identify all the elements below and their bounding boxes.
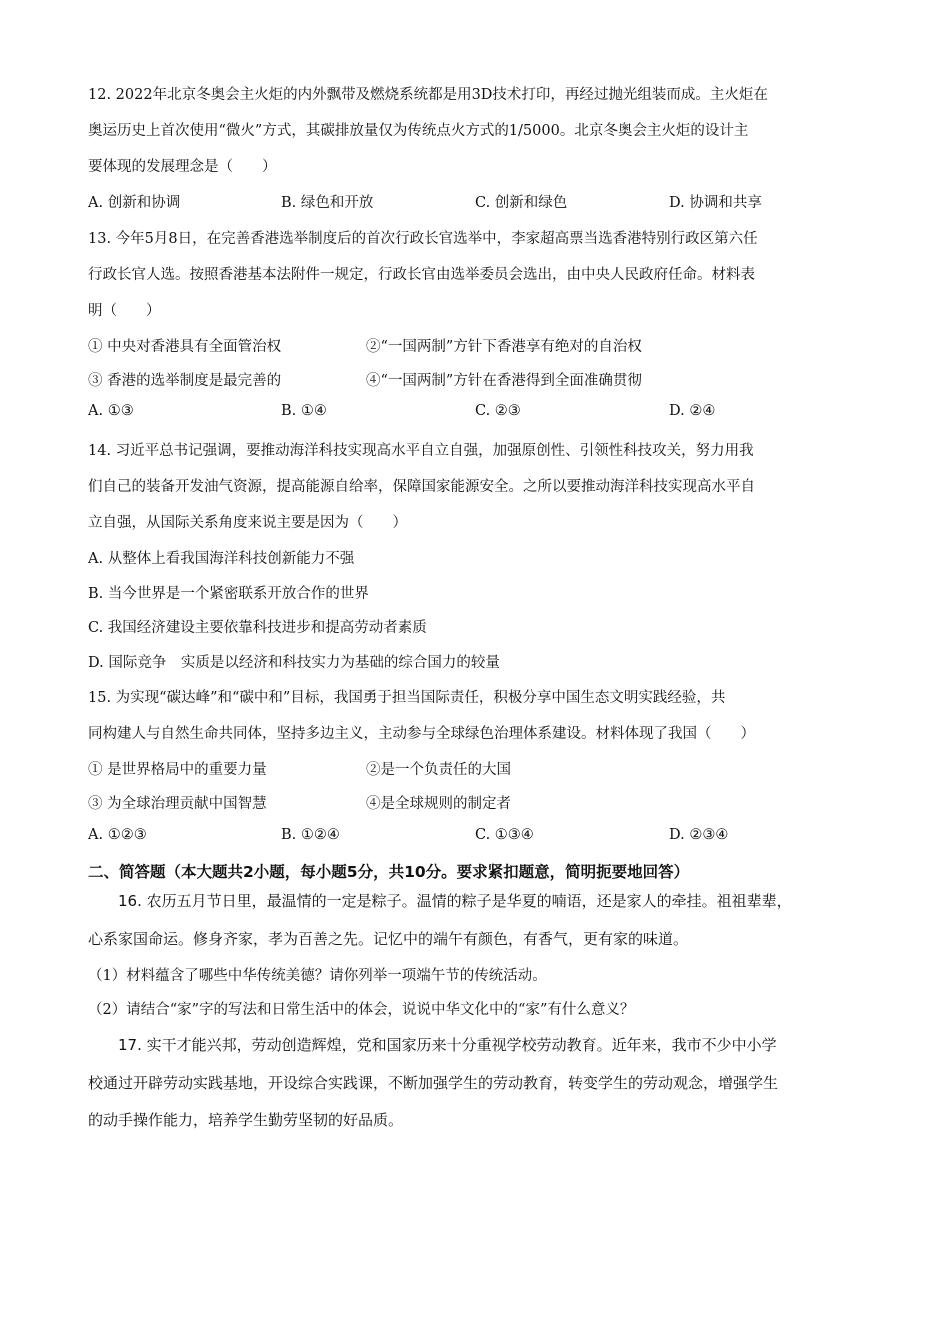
- q14-stem-line-2: 们自己的装备开发油气资源，提高能源自给率，保障国家能源安全。之所以要推动海洋科技实现高水平自: [88, 479, 755, 495]
- q12-option-c: C. 创新和绿色: [475, 195, 568, 211]
- q16-sub-question-1: （1）材料蕴含了哪些中华传统美德？请你列举一项端午节的传统活动。: [88, 968, 547, 984]
- q15-option-b: B. ①②④: [281, 827, 340, 843]
- q15-option-c: C. ①③④: [475, 827, 534, 843]
- q13-stem-line-3: 明（ ）: [88, 303, 161, 319]
- q13-option-b: B. ①④: [281, 403, 327, 419]
- q17-stem-line-1: 17. 实干才能兴邦，劳动创造辉煌，党和国家历来十分重视学校劳动教育。近年来，我市不少中小学: [118, 1036, 777, 1054]
- q14-option-d: D. 国际竞争 实质是以经济和科技实力为基础的综合国力的较量: [88, 655, 500, 671]
- q15-option-a: A. ①②③: [88, 827, 147, 843]
- q13-statement-4: ④“一国两制”方针在香港得到全面准确贯彻: [366, 373, 642, 389]
- q15-statement-3: ③ 为全球治理贡献中国智慧: [88, 796, 267, 812]
- section-2-heading: 二、简答题（本大题共2小题，每小题5分，共10分。要求紧扣题意，简明扼要地回答）: [88, 863, 690, 881]
- q15-stem-line-1: 15. 为实现“碳达峰”和“碳中和”目标，我国勇于担当国际责任，积极分享中国生态文明实践经验，共: [88, 690, 726, 706]
- q14-option-b: B. 当今世界是一个紧密联系开放合作的世界: [88, 586, 369, 602]
- q14-stem-line-1: 14. 习近平总书记强调，要推动海洋科技实现高水平自立自强，加强原创性、引领性科技攻关，努力用我: [88, 443, 754, 459]
- q14-stem-line-3: 立自强，从国际关系角度来说主要是因为（ ）: [88, 515, 407, 531]
- q17-stem-line-2: 校通过开辟劳动实践基地，开设综合实践课，不断加强学生的劳动教育，转变学生的劳动观念，增强学生: [88, 1074, 779, 1092]
- q15-option-d: D. ②③④: [669, 827, 729, 843]
- q14-option-c: C. 我国经济建设主要依靠科技进步和提高劳动者素质: [88, 620, 427, 636]
- q14-option-a: A. 从整体上看我国海洋科技创新能力不强: [88, 551, 355, 567]
- q15-statement-2: ②是一个负责任的大国: [366, 762, 511, 778]
- q16-sub-question-2: （2）请结合“家”字的写法和日常生活中的体会，说说中华文化中的“家”有什么意义？: [88, 1002, 635, 1018]
- q13-option-c: C. ②③: [475, 403, 521, 419]
- q12-option-a: A. 创新和协调: [88, 195, 181, 211]
- q12-stem-line-1: 12. 2022年北京冬奥会主火炬的内外飘带及燃烧系统都是用3D技术打印，再经过抛光组装而成。主火炬在: [88, 87, 768, 103]
- q12-stem-line-3: 要体现的发展理念是（ ）: [88, 159, 277, 175]
- q17-stem-line-3: 的动手操作能力，培养学生勤劳坚韧的好品质。: [88, 1111, 404, 1129]
- q13-stem-line-1: 13. 今年5月8日，在完善香港选举制度后的首次行政长官选举中，李家超高票当选香港特别行政区第六任: [88, 231, 758, 247]
- q13-option-d: D. ②④: [669, 403, 716, 419]
- q15-stem-line-2: 同构建人与自然生命共同体，坚持多边主义，主动参与全球绿色治理体系建设。材料体现了我国（ ）: [88, 726, 755, 742]
- q15-statement-4: ④是全球规则的制定者: [366, 796, 511, 812]
- q16-stem-line-1: 16. 农历五月节日里，最温情的一定是粽子。温情的粽子是华夏的喃语，还是家人的牵挂。祖祖辈辈，: [118, 892, 792, 910]
- q15-statement-1: ① 是世界格局中的重要力量: [88, 762, 267, 778]
- q16-stem-line-2: 心系家国命运。修身齐家，孝为百善之先。记忆中的端午有颜色，有香气，更有家的味道。: [88, 930, 689, 948]
- q12-stem-line-2: 奥运历史上首次使用“微火”方式，其碳排放量仅为传统点火方式的1/5000。北京冬奥会主火炬的设计主: [88, 123, 749, 139]
- q13-stem-line-2: 行政长官人选。按照香港基本法附件一规定，行政长官由选举委员会选出，由中央人民政府任命。材料表: [88, 267, 755, 283]
- q13-statement-1: ① 中央对香港具有全面管治权: [88, 339, 282, 355]
- q12-option-d: D. 协调和共享: [669, 195, 762, 211]
- q13-statement-2: ②“一国两制”方针下香港享有绝对的自治权: [366, 339, 642, 355]
- q13-statement-3: ③ 香港的选举制度是最完善的: [88, 373, 282, 389]
- q12-option-b: B. 绿色和开放: [281, 195, 374, 211]
- q13-option-a: A. ①③: [88, 403, 134, 419]
